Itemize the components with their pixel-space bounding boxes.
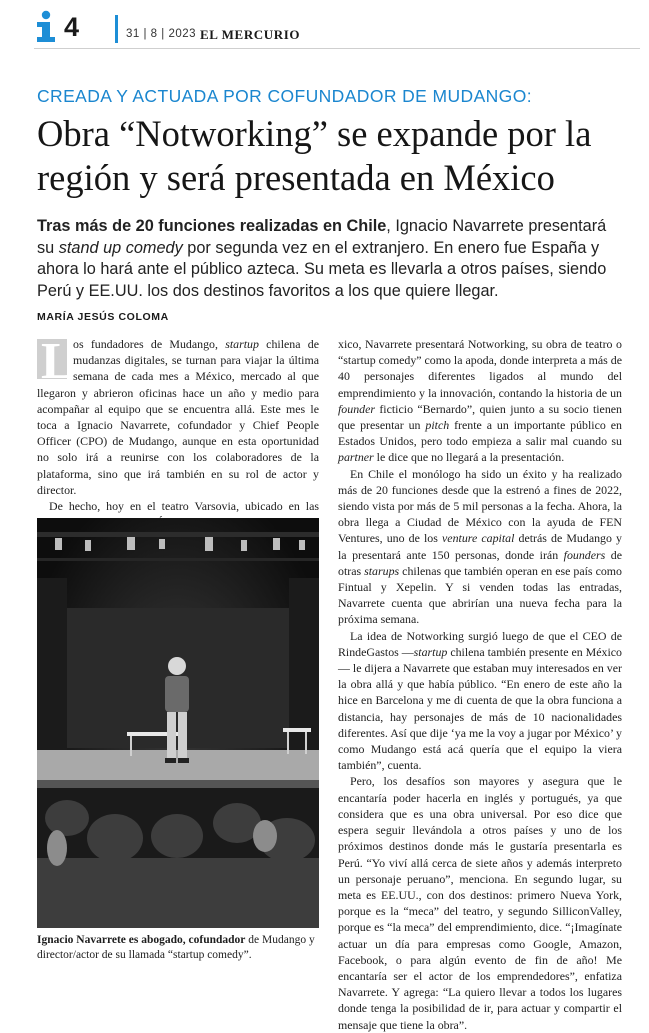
- issue-date: 31 | 8 | 2023: [126, 28, 197, 40]
- newspaper-name: EL MERCURIO: [200, 27, 301, 42]
- article-headline: Obra “Notworking” se expande por la región y será presentada en México: [37, 113, 592, 198]
- paragraph: La idea de Notworking surgió luego de que el CEO de RindeGastos —startup chilena también presente en México— le dijera a Navarrete que estaban muy interesados en ver la obra allá y que había público. “En enero de este año la hice en Barcelona y me di cuenta de que la obra funciona a distancia, hay personajes de más de 10 nacionalidades diferentes. Así que dije ‘ya me la voy a jugar por México’ y como Mudango está acá quería que el equipo la viera también”, cuenta.: [338, 628, 622, 773]
- paragraph: En Chile el monólogo ha sido un éxito y ha realizado más de 20 funciones desde que la estrenó a fines de 2022, siendo vista por más de 5 mil personas a la fecha. Ahora, la obra llega a Ciudad de México con la ayuda de FEN Ventures, uno de los venture capital detrás de Mudango y la presentará ante 150 personas, donde irán founders de otras starups chilenas que también operan en ese país como Fintual y Xepelin. Y si venden todas las entradas, Navarrete cuenta que abrirían una nueva fecha para la próxima semana.: [338, 466, 622, 627]
- header-divider: [115, 15, 118, 43]
- drop-cap: L: [37, 339, 67, 379]
- page-header: [34, 10, 640, 50]
- body-column-2: [338, 336, 622, 1033]
- section-i-logo: [34, 10, 60, 44]
- article-byline: MARÍA JESÚS COLOMA: [37, 311, 169, 323]
- deck-lead: Tras más de 20 funciones realizadas en Chile: [37, 217, 387, 235]
- paragraph: Pero, los desafíos son mayores y asegura que le encantaría poder hacerla en inglés y portugués, ya que considera que es una obra universal. Por eso dice que espera seguir llevándola a otros países y uno de los próximos destinos donde más le gustaría presentarla es Perú. “Yo viví allá cerca de siete años y además interpreto un personaje peruano”, menciona. En segundo lugar, su meta es EE.UU., con dos destinos: primero Nueva York, porque es la “meca” del teatro, y segundo SilliconValley, porque es “la meca” del emprendimiento, dice. “¡Imagínate actuar un día para empresas como Google, Amazon, Facebook, o para algún evento de fin de año! Me encantaría ser el actor de los emprendedores”, enfatiza Navarrete. Y agrega: “La quiero llevar a todos los lugares donde tenga la posibilidad de ir, para actuar y compartir el mensaje que tiene la obra”.: [338, 774, 622, 1032]
- paragraph: L os fundadores de Mudango, startup chilena de mudanzas digitales, se turnan para viajar la última semana de cada mes a México, mercado al que llegaron y abrieron oficinas hace un año y medio para acompañar al equipo que se encuentra allá. Este mes le toca a Ignacio Navarrete, cofundador y Chief People Officer (CPO) de Mudango, aunque en esta oportunidad no solo irá a reunirse con los colaboradores de la plataforma, sino que irá también en su rol de actor y director.: [37, 333, 319, 497]
- photo-caption: Ignacio Navarrete es abogado, cofundador de Mudango y director/actor de su llamada “startup comedy”.: [37, 934, 315, 961]
- article-photo: [37, 518, 319, 928]
- paragraph: xico, Navarrete presentará Notworking, su obra de teatro o “startup comedy” como la apoda, donde interpreta a más de 40 personajes diferentes ligados al mundo del emprendimiento y la innovación, contando la historia de un founder ficticio “Bernardo”, quien junto a su socio tienen que presentar un pitch frente a un importante público en Estados Unidos, pero todo empieza a salir mal cuando su partner le dice que no llegará a la presentación.: [338, 337, 622, 465]
- deck-emphasis: stand up comedy: [58, 238, 183, 257]
- stage-performance-image: [37, 518, 319, 928]
- article-kicker: CREADA Y ACTUADA POR COFUNDADOR DE MUDANGO:: [37, 86, 532, 106]
- page-number: 4: [64, 12, 80, 42]
- body-column-1: [37, 333, 319, 530]
- header-rule: [34, 48, 640, 49]
- article-deck: Tras más de 20 funciones realizadas en Chile, Ignacio Navarrete presentará su stand up comedy por segunda vez en el extranjero. En enero fue España y ahora lo hará ante el público azteca. Su meta es llevarla a otros países, siendo Perú y EE.UU. los dos destinos favoritos a los que quiere llegar.: [37, 217, 607, 300]
- paragraph: De hecho, hoy en el teatro Varsovia, ubicado en las: [49, 499, 319, 514]
